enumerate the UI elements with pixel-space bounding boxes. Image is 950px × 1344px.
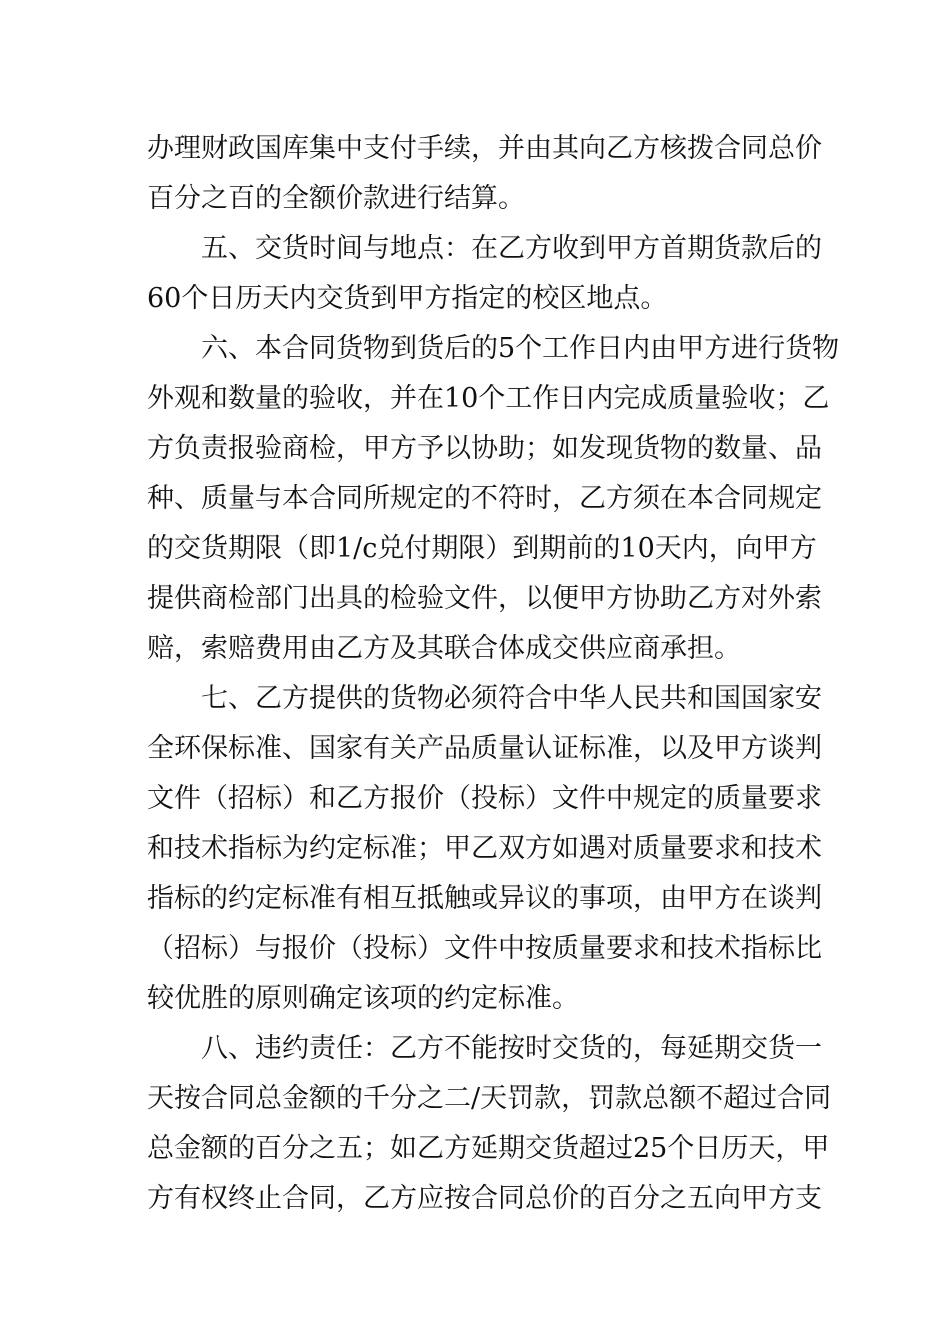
text-line: 的交货期限（即1/c兑付期限）到期前的10天内，向甲方 [147, 533, 817, 564]
text-line: 办理财政国库集中支付手续，并由其向乙方核拨合同总价 [147, 133, 822, 164]
text-line: 全环保标准、国家有关产品质量认证标准，以及甲方谈判 [147, 733, 822, 764]
text-line: 较优胜的原则确定该项的约定标准。 [147, 983, 579, 1014]
text-line: 总金额的百分之五；如乙方延期交货超过25个日历天，甲 [147, 1133, 830, 1164]
text-line: 方有权终止合同，乙方应按合同总价的百分之五向甲方支 [147, 1183, 822, 1214]
text-line: （招标）与报价（投标）文件中按质量要求和技术指标比 [147, 933, 822, 964]
text-line: 百分之百的全额价款进行结算。 [147, 183, 525, 214]
text-line: 种、质量与本合同所规定的不符时，乙方须在本合同规定 [147, 483, 822, 514]
text-line: 文件（招标）和乙方报价（投标）文件中规定的质量要求 [147, 783, 822, 814]
text-line: 赔，索赔费用由乙方及其联合体成交供应商承担。 [147, 633, 741, 664]
contract-text [147, 124, 840, 1224]
clause-8-heading-line: 八、违约责任：乙方不能按时交货的，每延期交货一 [201, 1033, 822, 1064]
text-line: 指标的约定标准有相互抵触或异议的事项，由甲方在谈判 [147, 883, 822, 914]
text-line: 60个日历天内交货到甲方指定的校区地点。 [147, 283, 668, 314]
text-line: 方负责报验商检，甲方予以协助；如发现货物的数量、品 [147, 433, 822, 464]
text-line: 提供商检部门出具的检验文件，以便甲方协助乙方对外索 [147, 583, 822, 614]
text-line: 外观和数量的验收，并在10个工作日内完成质量验收；乙 [147, 383, 830, 414]
text-line: 和技术指标为约定标准；甲乙双方如遇对质量要求和技术 [147, 833, 822, 864]
text-line: 天按合同总金额的千分之二/天罚款，罚款总额不超过合同 [147, 1083, 832, 1114]
clause-7-heading-line: 七、乙方提供的货物必须符合中华人民共和国国家安 [201, 683, 822, 714]
clause-6-heading-line: 六、本合同货物到货后的5个工作日内由甲方进行货物 [201, 333, 840, 364]
clause-5-heading-line: 五、交货时间与地点：在乙方收到甲方首期货款后的 [201, 233, 822, 264]
